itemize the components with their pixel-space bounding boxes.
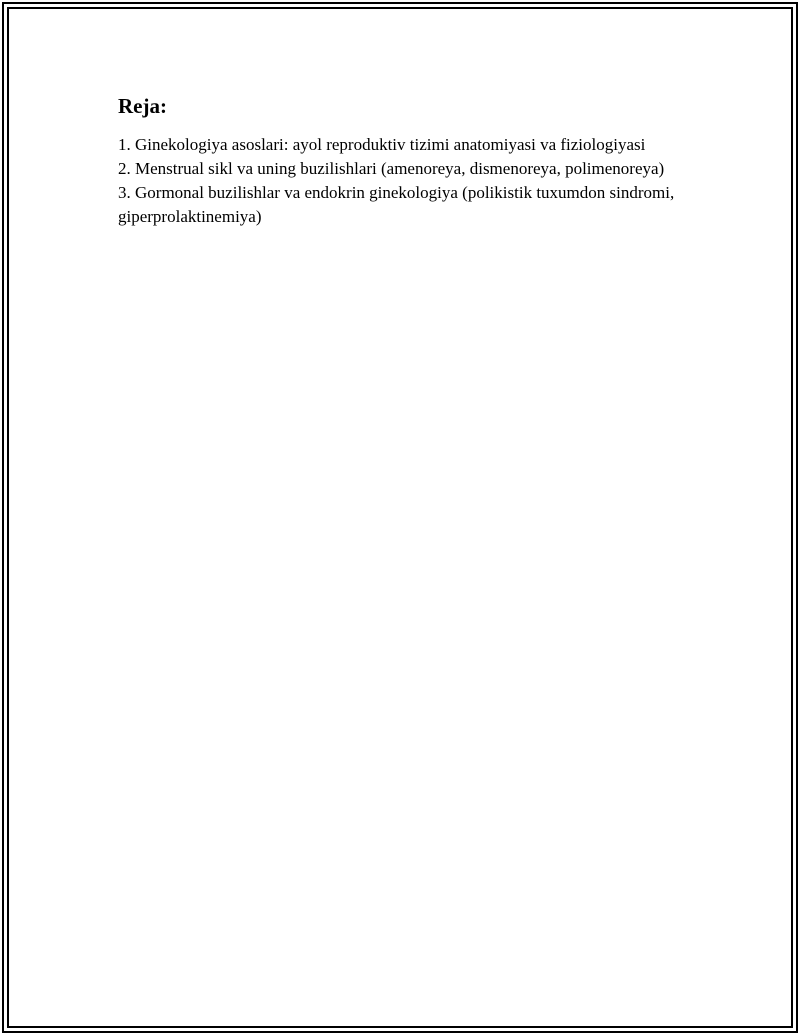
plan-item-1: 1. Ginekologiya asoslari: ayol reproduktiv tizimi anatomiyasi va fiziologiyasi: [118, 135, 646, 154]
page-content: [118, 93, 678, 229]
plan-heading: Reja:: [118, 94, 167, 118]
plan-item-3: 3. Gormonal buzilishlar va endokrin ginekologiya (polikistik tuxumdon sindromi, giperprolaktinemiya): [118, 183, 675, 226]
plan-item-2: 2. Menstrual sikl va uning buzilishlari (amenoreya, dismenoreya, polimenoreya): [118, 159, 665, 178]
plan-list: [118, 133, 678, 229]
